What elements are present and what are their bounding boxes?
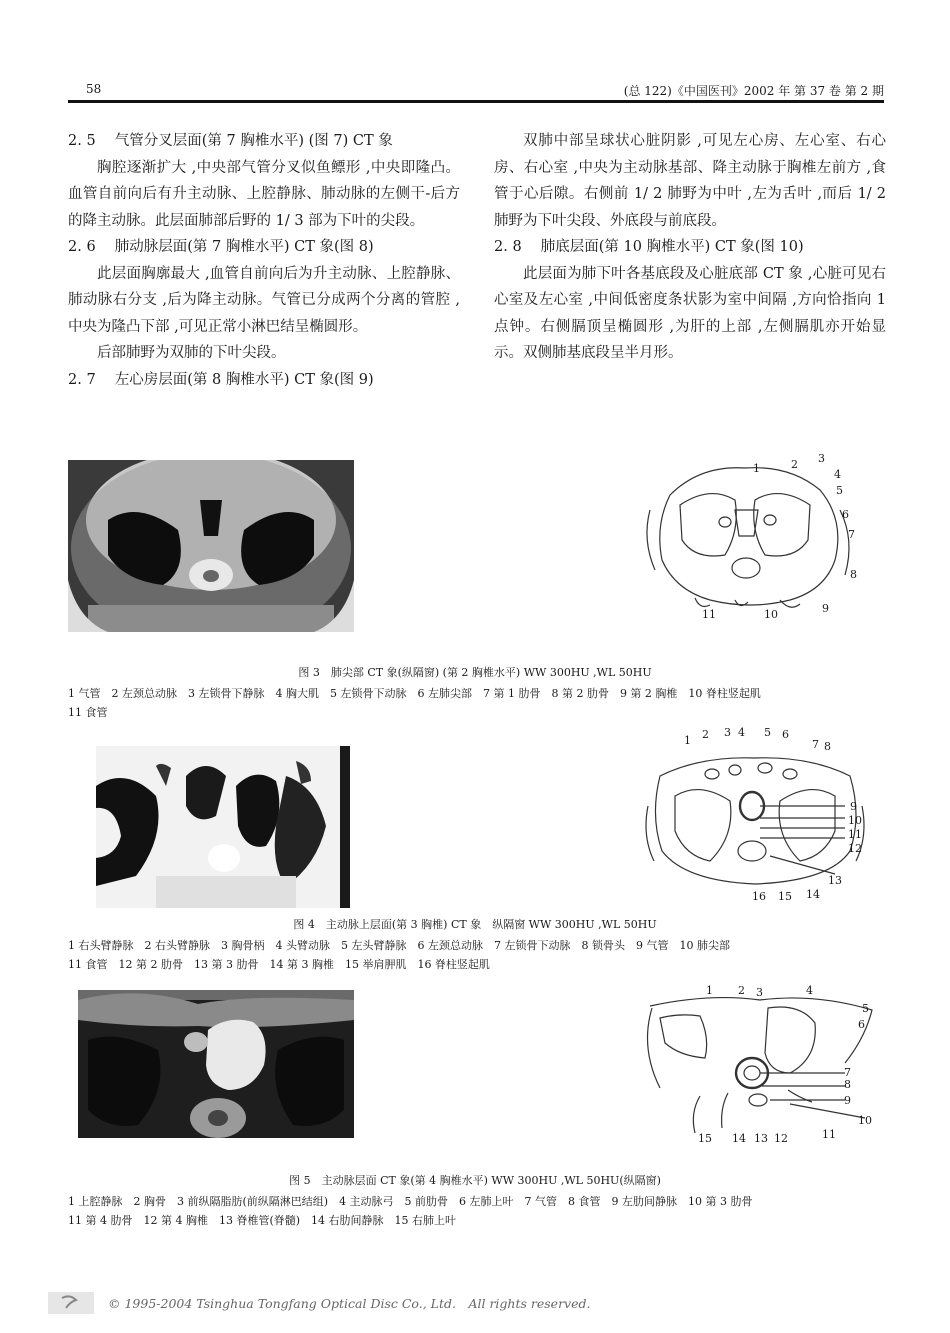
callout-3: 3 <box>818 452 825 465</box>
figure-4-caption: 图 4 主动脉上层面(第 3 胸椎) CT 象 纵隔窗 WW 300HU ,WL 50HU <box>293 918 657 931</box>
right-column <box>494 128 886 367</box>
left-column <box>68 128 460 393</box>
figure-3-callout-numbers <box>640 450 860 630</box>
paragraph: 此层面为肺下叶各基底段及心脏底部 CT 象 ,心脏可见右心室及左心室 ,中间低密度条状影为室中间隔 ,方向恰指向 1 点钟。右侧膈顶呈椭圆形 ,为肝的上部 ,左侧膈肌亦开始显示。双侧肺基底段呈半月形。 <box>494 265 886 361</box>
publisher-logo-icon <box>48 1292 94 1314</box>
callout-13: 13 <box>828 874 842 887</box>
callout-4: 4 <box>806 984 813 997</box>
callout-9: 9 <box>844 1094 851 1107</box>
header-rule <box>68 100 884 103</box>
callout-15: 15 <box>698 1132 712 1145</box>
legend-line: 11 食管 <box>68 706 108 719</box>
callout-11: 11 <box>822 1128 836 1141</box>
figure-4-callout-numbers <box>640 726 870 908</box>
callout-3: 3 <box>756 986 763 999</box>
callout-7: 7 <box>844 1066 851 1079</box>
callout-4: 4 <box>834 468 841 481</box>
figure-5-ct-image <box>78 990 354 1138</box>
paragraph: 双肺中部呈球状心脏阴影 ,可见左心房、左心室、右心房、右心室 ,中央为主动脉基部、降主动脉于胸椎左前方 ,食管于心后隙。右侧前 1/ 2 肺野为中叶 ,左为舌叶 ,而后 1/ 2 肺野为下叶尖段、外底段与前底段。 <box>494 133 886 229</box>
figure-3-diagram <box>640 450 860 630</box>
callout-1: 1 <box>684 734 691 747</box>
figure-3-legend <box>68 684 884 722</box>
figure-5-diagram <box>640 978 880 1148</box>
callout-2: 2 <box>791 458 798 471</box>
callout-12: 12 <box>774 1132 788 1145</box>
callout-7: 7 <box>812 738 819 751</box>
paragraph: 后部肺野为双肺的下叶尖段。 <box>97 345 286 361</box>
legend-line: 11 食管 12 第 2 肋骨 13 第 3 肋骨 14 第 3 胸椎 15 举肩胛肌 16 脊柱竖起肌 <box>68 958 490 971</box>
callout-2: 2 <box>738 984 745 997</box>
callout-5: 5 <box>836 484 843 497</box>
callout-11: 11 <box>848 828 862 841</box>
callout-7: 7 <box>848 528 855 541</box>
callout-4: 4 <box>738 726 745 739</box>
callout-16: 16 <box>752 890 766 903</box>
callout-11: 11 <box>702 608 716 621</box>
callout-14: 14 <box>732 1132 746 1145</box>
callout-3: 3 <box>724 726 731 739</box>
callout-8: 8 <box>850 568 857 581</box>
callout-14: 14 <box>806 888 820 901</box>
legend-line: 1 上腔静脉 2 胸骨 3 前纵隔脂肪(前纵隔淋巴结组) 4 主动脉弓 5 前肋骨 6 左肺上叶 7 气管 8 食管 9 左肋间静脉 10 第 3 肋骨 <box>68 1195 753 1208</box>
section-heading-2-6: 2. 6 肺动脉层面(第 7 胸椎水平) CT 象(图 8) <box>68 239 374 255</box>
figure-3-ct-image <box>68 460 354 632</box>
journal-info: (总 122)《中国医刊》2002 年 第 37 卷 第 2 期 <box>623 84 884 98</box>
callout-1: 1 <box>753 462 760 475</box>
legend-line: 1 右头臂静脉 2 右头臂静脉 3 胸骨柄 4 头臂动脉 5 左头臂静脉 6 左颈总动脉 7 左锁骨下动脉 8 锁骨头 9 气管 10 肺尖部 <box>68 939 730 952</box>
figure-4-diagram <box>640 726 870 908</box>
callout-12: 12 <box>848 842 862 855</box>
figure-5-legend <box>68 1192 884 1230</box>
callout-13: 13 <box>754 1132 768 1145</box>
callout-9: 9 <box>850 800 857 813</box>
figure-5-caption: 图 5 主动脉层面 CT 象(第 4 胸椎水平) WW 300HU ,WL 50HU(纵隔窗) <box>289 1174 661 1187</box>
legend-line: 1 气管 2 左颈总动脉 3 左锁骨下静脉 4 胸大肌 5 左锁骨下动脉 6 左肺尖部 7 第 1 肋骨 8 第 2 肋骨 9 第 2 胸椎 10 脊柱竖起肌 <box>68 687 761 700</box>
legend-line: 11 第 4 肋骨 12 第 4 胸椎 13 脊椎管(脊髓) 14 右肋间静脉 15 右肺上叶 <box>68 1214 457 1227</box>
page-number: 58 <box>86 82 102 96</box>
callout-1: 1 <box>706 984 713 997</box>
callout-15: 15 <box>778 890 792 903</box>
running-header <box>68 82 884 100</box>
figure-4-legend <box>68 936 884 974</box>
figure-5-callout-numbers <box>640 978 880 1148</box>
callout-6: 6 <box>842 508 849 521</box>
callout-6: 6 <box>782 728 789 741</box>
figure-3-caption: 图 3 肺尖部 CT 象(纵隔窗) (第 2 胸椎水平) WW 300HU ,WL 50HU <box>298 666 652 679</box>
callout-8: 8 <box>844 1078 851 1091</box>
figure-4-ct-image <box>96 746 350 908</box>
callout-2: 2 <box>702 728 709 741</box>
paragraph: 胸腔逐渐扩大 ,中央部气管分叉似鱼鳔形 ,中央即隆凸。血管自前向后有升主动脉、上腔静脉、肺动脉的左侧干-后方的降主动脉。此层面肺部后野的 1/ 3 部为下叶的尖段。 <box>68 159 460 229</box>
callout-8: 8 <box>824 740 831 753</box>
section-heading-2-7: 2. 7 左心房层面(第 8 胸椎水平) CT 象(图 9) <box>68 371 374 388</box>
section-heading-2-8: 2. 8 肺底层面(第 10 胸椎水平) CT 象(图 10) <box>494 239 804 255</box>
callout-10: 10 <box>764 608 778 621</box>
callout-6: 6 <box>858 1018 865 1031</box>
paragraph: 此层面胸廓最大 ,血管自前向后为升主动脉、上腔静脉、肺动脉右分支 ,后为降主动脉。气管已分成两个分离的管腔 ,中央为隆凸下部 ,可见正常小淋巴结呈椭圆形。 <box>68 265 460 335</box>
callout-10: 10 <box>858 1114 872 1127</box>
callout-5: 5 <box>764 726 771 739</box>
callout-10: 10 <box>848 814 862 827</box>
callout-5: 5 <box>862 1002 869 1015</box>
copyright-text: © 1995-2004 Tsinghua Tongfang Optical Disc Co., Ltd. All rights reserved. <box>108 1296 591 1311</box>
callout-9: 9 <box>822 602 829 615</box>
section-heading-2-5: 2. 5 气管分叉层面(第 7 胸椎水平) (图 7) CT 象 <box>68 133 393 149</box>
